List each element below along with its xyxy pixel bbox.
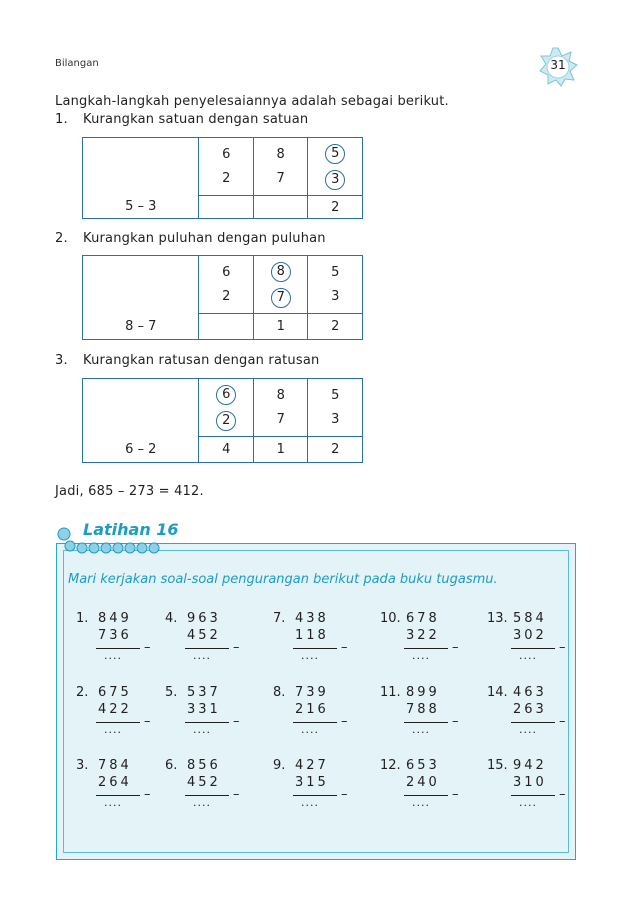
- circled-top-digit: 5: [325, 144, 345, 164]
- minus-sign: –: [233, 787, 240, 802]
- minuend: 739: [295, 685, 329, 700]
- answer-placeholder: ....: [519, 796, 537, 809]
- step-1-number: 1.: [55, 112, 68, 127]
- subtrahend: 452: [187, 628, 221, 643]
- operation-cell: 5 – 3: [83, 196, 199, 219]
- minuend: 584: [513, 611, 547, 626]
- circled-top-digit: 8: [271, 262, 291, 282]
- subtraction-problem: [76, 685, 176, 745]
- minus-sign: –: [144, 787, 151, 802]
- subtraction-problem: [165, 685, 265, 745]
- ones-cell: [308, 256, 363, 314]
- label-cell: [83, 379, 199, 437]
- subtraction-problem: [273, 758, 373, 818]
- minus-sign: –: [559, 714, 566, 729]
- subtrahend: 240: [406, 775, 440, 790]
- result-ones: 2: [308, 437, 363, 463]
- problem-number: 1.: [76, 611, 89, 626]
- minus-sign: –: [452, 640, 459, 655]
- problem-number: 9.: [273, 758, 286, 773]
- bottom-digit: 7: [276, 170, 285, 186]
- result-tens: [253, 196, 307, 219]
- problem-number: 4.: [165, 611, 178, 626]
- hundreds-cell: [199, 256, 253, 314]
- problem-number: 10.: [380, 611, 401, 626]
- subtrahend: 263: [513, 702, 547, 717]
- bottom-digit: 2: [222, 170, 231, 186]
- minus-sign: –: [233, 714, 240, 729]
- ones-cell: [308, 379, 363, 437]
- problem-number: 6.: [165, 758, 178, 773]
- problem-number: 3.: [76, 758, 89, 773]
- problem-number: 13.: [487, 611, 508, 626]
- minus-sign: –: [559, 787, 566, 802]
- problem-number: 14.: [487, 685, 508, 700]
- bottom-digit: 2: [222, 288, 231, 304]
- minuend: 784: [98, 758, 132, 773]
- subtrahend: 310: [513, 775, 547, 790]
- minus-sign: –: [144, 714, 151, 729]
- minuend: 653: [406, 758, 440, 773]
- conclusion-text: Jadi, 685 – 273 = 412.: [55, 484, 204, 499]
- subtrahend: 322: [406, 628, 440, 643]
- result-ones: 2: [308, 314, 363, 340]
- result-hundreds: 4: [199, 437, 254, 463]
- result-tens: 1: [253, 437, 307, 463]
- step-2-number: 2.: [55, 231, 68, 246]
- answer-placeholder: ....: [412, 796, 430, 809]
- step-2-text: Kurangkan puluhan dengan puluhan: [83, 231, 326, 246]
- answer-placeholder: ....: [412, 649, 430, 662]
- circled-bottom-digit: 7: [271, 288, 291, 308]
- result-hundreds: [199, 196, 253, 219]
- problem-number: 7.: [273, 611, 286, 626]
- subtraction-problem: [487, 758, 587, 818]
- hundreds-cell: [199, 138, 253, 196]
- tens-cell: [253, 138, 307, 196]
- minuend: 463: [513, 685, 547, 700]
- subtrahend: 788: [406, 702, 440, 717]
- minuend: 438: [295, 611, 329, 626]
- bottom-digit: 7: [276, 411, 285, 427]
- subtrahend: 315: [295, 775, 329, 790]
- answer-placeholder: ....: [104, 723, 122, 736]
- minuend: 849: [98, 611, 132, 626]
- subtrahend: 302: [513, 628, 547, 643]
- subtrahend: 736: [98, 628, 132, 643]
- minuend: 537: [187, 685, 221, 700]
- minus-sign: –: [452, 714, 459, 729]
- answer-placeholder: ....: [104, 796, 122, 809]
- label-cell: [83, 138, 199, 196]
- minuend: 899: [406, 685, 440, 700]
- subtrahend: 118: [295, 628, 329, 643]
- subtraction-problem: [380, 611, 480, 671]
- subtraction-problem: [76, 611, 176, 671]
- minuend: 963: [187, 611, 221, 626]
- circled-bottom-digit: 2: [216, 411, 236, 431]
- subtraction-problem: [165, 611, 265, 671]
- problem-number: 2.: [76, 685, 89, 700]
- answer-placeholder: ....: [301, 723, 319, 736]
- problem-number: 11.: [380, 685, 401, 700]
- answer-placeholder: ....: [193, 796, 211, 809]
- hundreds-cell: [199, 379, 254, 437]
- place-value-table-2: [82, 255, 363, 340]
- tens-cell: [253, 379, 307, 437]
- minuend: 675: [98, 685, 132, 700]
- answer-placeholder: ....: [193, 649, 211, 662]
- minus-sign: –: [559, 640, 566, 655]
- result-tens: 1: [253, 314, 308, 340]
- step-2-heading: [55, 231, 326, 246]
- step-3-text: Kurangkan ratusan dengan ratusan: [83, 353, 320, 368]
- minus-sign: –: [452, 787, 459, 802]
- place-value-table-1: [82, 137, 363, 219]
- bottom-digit: 3: [331, 288, 340, 304]
- subtraction-problem: [273, 611, 373, 671]
- minuend: 856: [187, 758, 221, 773]
- page-number: 31: [550, 58, 566, 72]
- exercise-instruction: Mari kerjakan soal-soal pengurangan berikut pada buku tugasmu.: [68, 572, 498, 587]
- problem-number: 5.: [165, 685, 178, 700]
- answer-placeholder: ....: [301, 796, 319, 809]
- subtraction-problem: [380, 685, 480, 745]
- tens-cell: [253, 256, 308, 314]
- subtraction-problem: [380, 758, 480, 818]
- step-1-text: Kurangkan satuan dengan satuan: [83, 112, 309, 127]
- subtrahend: 422: [98, 702, 132, 717]
- top-digit: 8: [276, 146, 285, 162]
- result-hundreds: [199, 314, 253, 340]
- subtrahend: 216: [295, 702, 329, 717]
- intro-text: Langkah-langkah penyelesaiannya adalah sebagai berikut.: [55, 94, 449, 109]
- subtraction-problem: [487, 685, 587, 745]
- answer-placeholder: ....: [519, 723, 537, 736]
- circled-top-digit: 6: [216, 385, 236, 405]
- page-number-badge: [538, 47, 578, 87]
- result-ones: 2: [308, 196, 363, 219]
- subtrahend: 452: [187, 775, 221, 790]
- top-digit: 5: [331, 387, 340, 403]
- subtrahend: 331: [187, 702, 221, 717]
- subtraction-problem: [273, 685, 373, 745]
- minuend: 942: [513, 758, 547, 773]
- problem-number: 12.: [380, 758, 401, 773]
- operation-cell: 6 – 2: [83, 437, 199, 463]
- top-digit: 6: [222, 264, 231, 280]
- bottom-digit: 3: [331, 411, 340, 427]
- subtrahend: 264: [98, 775, 132, 790]
- subtraction-problem: [165, 758, 265, 818]
- step-1-heading: [55, 112, 308, 127]
- minus-sign: –: [341, 714, 348, 729]
- minus-sign: –: [341, 640, 348, 655]
- answer-placeholder: ....: [193, 723, 211, 736]
- step-3-number: 3.: [55, 353, 68, 368]
- minus-sign: –: [144, 640, 151, 655]
- problem-number: 8.: [273, 685, 286, 700]
- minuend: 678: [406, 611, 440, 626]
- top-digit: 5: [331, 264, 340, 280]
- answer-placeholder: ....: [519, 649, 537, 662]
- problem-number: 15.: [487, 758, 508, 773]
- minus-sign: –: [233, 640, 240, 655]
- subtraction-problem: [487, 611, 587, 671]
- top-digit: 8: [276, 387, 285, 403]
- place-value-table-3: [82, 378, 363, 463]
- ones-cell: [308, 138, 363, 196]
- subtraction-problem: [76, 758, 176, 818]
- answer-placeholder: ....: [104, 649, 122, 662]
- top-digit: 6: [222, 146, 231, 162]
- minus-sign: –: [341, 787, 348, 802]
- running-header: Bilangan: [55, 58, 99, 69]
- answer-placeholder: ....: [412, 723, 430, 736]
- answer-placeholder: ....: [301, 649, 319, 662]
- label-cell: [83, 256, 199, 314]
- exercise-title: Latihan 16: [83, 520, 179, 539]
- operation-cell: 8 – 7: [83, 314, 199, 340]
- circled-bottom-digit: 3: [325, 170, 345, 190]
- minuend: 427: [295, 758, 329, 773]
- step-3-heading: [55, 353, 319, 368]
